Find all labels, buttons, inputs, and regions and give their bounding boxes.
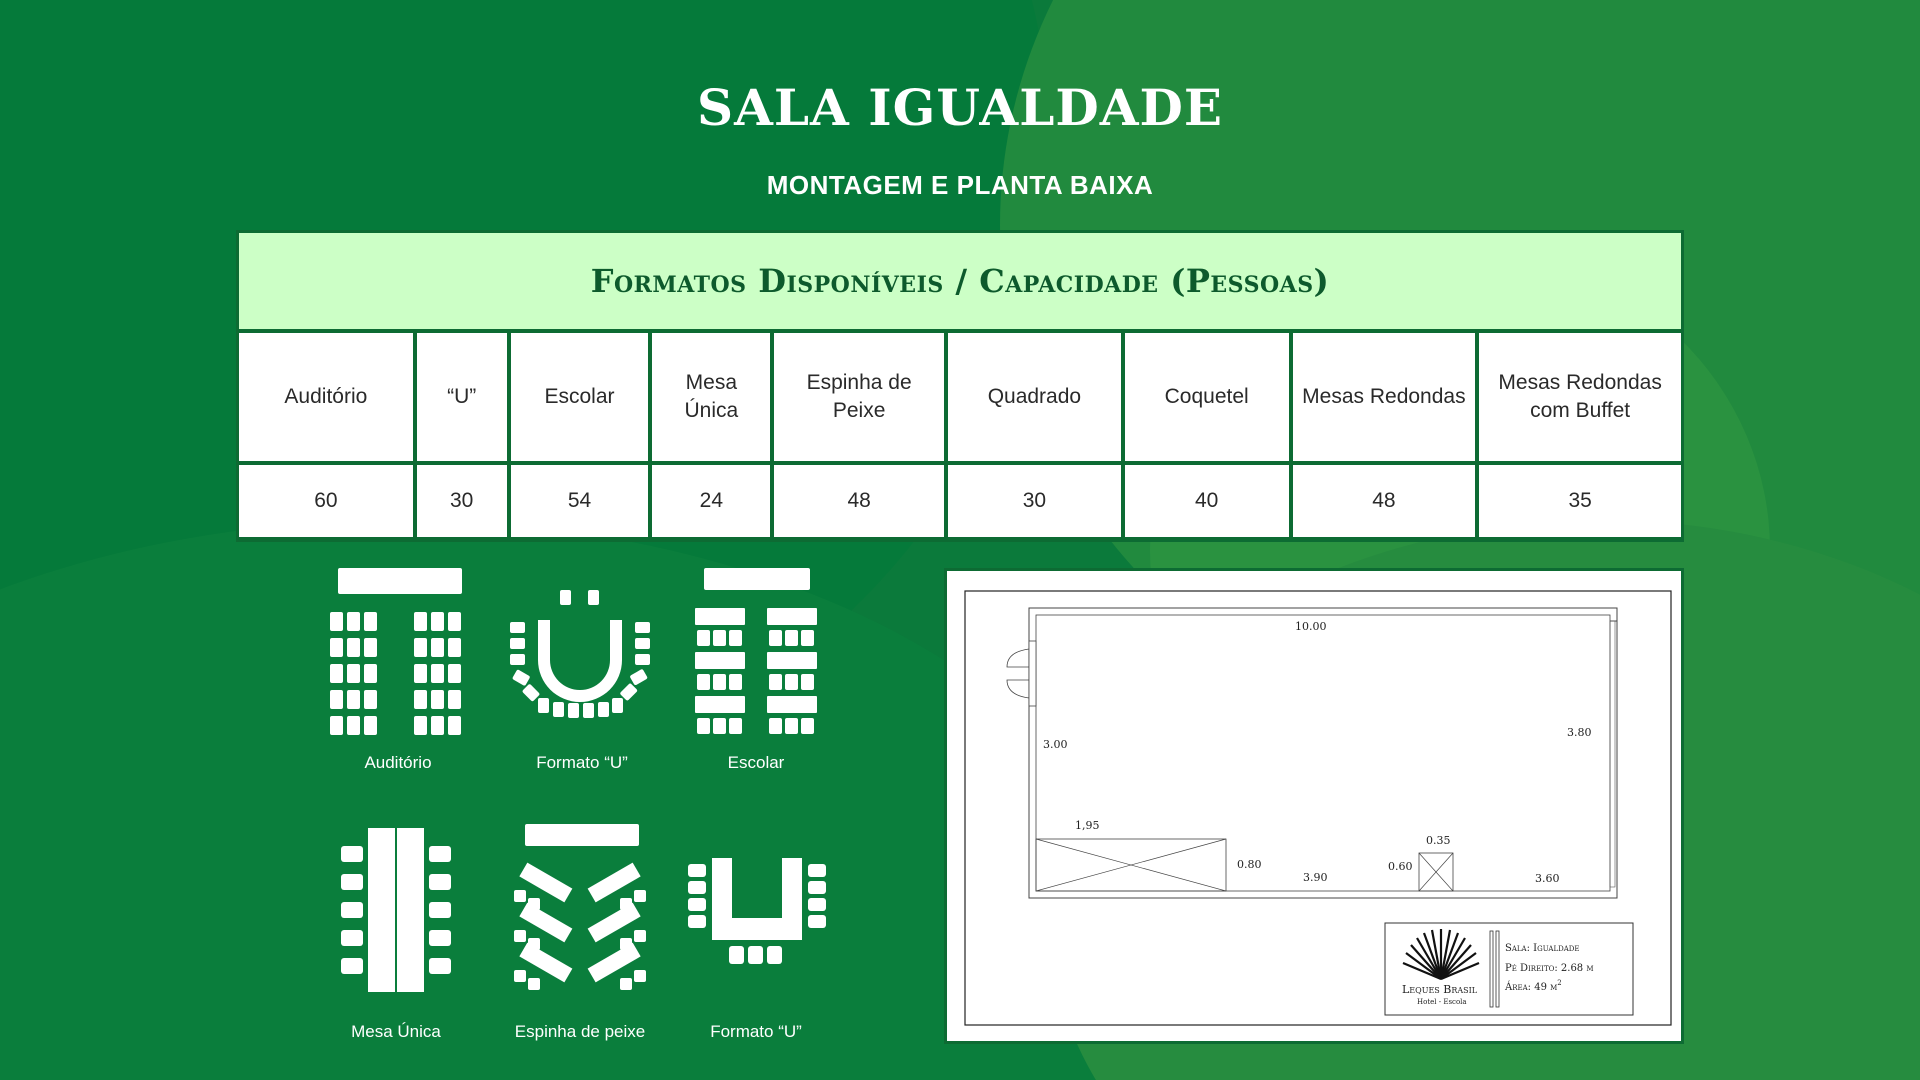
auditorium-layout-icon xyxy=(328,568,473,740)
legend-sala: Sala: Igualdade xyxy=(1505,943,1580,954)
table-column xyxy=(511,333,649,537)
table-column xyxy=(652,333,770,537)
herringbone-layout-icon xyxy=(510,822,650,994)
layout-caption-auditorio: Auditório xyxy=(364,753,432,772)
floor-plan-drawing xyxy=(947,571,1681,1041)
column-header: Espinha de Peixe xyxy=(774,333,944,461)
layout-caption-mesa-unica: Mesa Única xyxy=(351,1022,441,1041)
table-column xyxy=(1125,333,1289,537)
capacity-value: 24 xyxy=(652,465,770,537)
layout-caption-formato-u-2: Formato “U” xyxy=(710,1022,802,1041)
legend-brand: Leques Brasil xyxy=(1402,983,1478,996)
dim-390: 3.90 xyxy=(1303,871,1328,884)
dim-right: 3.80 xyxy=(1567,726,1592,739)
capacity-value: 48 xyxy=(774,465,944,537)
table-column xyxy=(417,333,507,537)
column-header: Coquetel xyxy=(1125,333,1289,461)
capacity-value: 48 xyxy=(1293,465,1476,537)
dim-360: 3.60 xyxy=(1535,872,1560,885)
capacity-table-grid xyxy=(239,333,1681,537)
table-column xyxy=(948,333,1121,537)
capacity-value: 60 xyxy=(239,465,413,537)
floor-plan-card xyxy=(944,568,1684,1044)
table-column xyxy=(774,333,944,537)
capacity-value: 35 xyxy=(1479,465,1681,537)
table-column xyxy=(239,333,413,537)
layout-caption-espinha: Espinha de peixe xyxy=(514,1022,646,1041)
u-shape-layout-icon xyxy=(508,588,652,718)
legend-area xyxy=(1504,979,1562,993)
column-header: Mesas Redondas com Buffet xyxy=(1479,333,1681,461)
capacity-value: 40 xyxy=(1125,465,1289,537)
column-header: Escolar xyxy=(511,333,649,461)
dim-035: 0.35 xyxy=(1426,834,1451,847)
column-header: Quadrado xyxy=(948,333,1121,461)
table-column xyxy=(1479,333,1681,537)
legend-area-sup: 2 xyxy=(1557,979,1562,987)
capacity-value: 30 xyxy=(948,465,1121,537)
layout-caption-escolar: Escolar xyxy=(727,753,785,772)
page-subtitle: MONTAGEM E PLANTA BAIXA xyxy=(766,170,1154,200)
dim-060: 0.60 xyxy=(1388,860,1413,873)
column-header: Auditório xyxy=(239,333,413,461)
dim-top: 10.00 xyxy=(1295,620,1327,633)
capacity-value: 30 xyxy=(417,465,507,537)
dim-080: 0.80 xyxy=(1237,858,1262,871)
table-column xyxy=(1293,333,1476,537)
column-header: “U” xyxy=(417,333,507,461)
page-title: SALA IGUALDADE xyxy=(697,78,1223,137)
dim-195: 1,95 xyxy=(1075,819,1100,832)
column-header: Mesas Redondas xyxy=(1293,333,1476,461)
column-header: Mesa Única xyxy=(652,333,770,461)
dim-left: 3.00 xyxy=(1043,738,1068,751)
capacity-table-heading: Formatos Disponíveis / Capacidade (Pessoas) xyxy=(239,233,1681,329)
classroom-layout-icon xyxy=(692,568,822,740)
legend-brand-sub: Hotel - Escola xyxy=(1417,998,1467,1006)
capacity-table xyxy=(236,230,1684,542)
capacity-value: 54 xyxy=(511,465,649,537)
layout-caption-formato-u: Formato “U” xyxy=(536,753,628,772)
leques-brasil-logo xyxy=(1403,929,1479,979)
u-shape-table-layout-icon xyxy=(686,856,828,968)
legend-area-text: Área: 49 m xyxy=(1505,982,1558,993)
single-table-layout-icon xyxy=(338,826,454,994)
legend-pe-direito: Pé Direito: 2.68 m xyxy=(1505,963,1594,974)
